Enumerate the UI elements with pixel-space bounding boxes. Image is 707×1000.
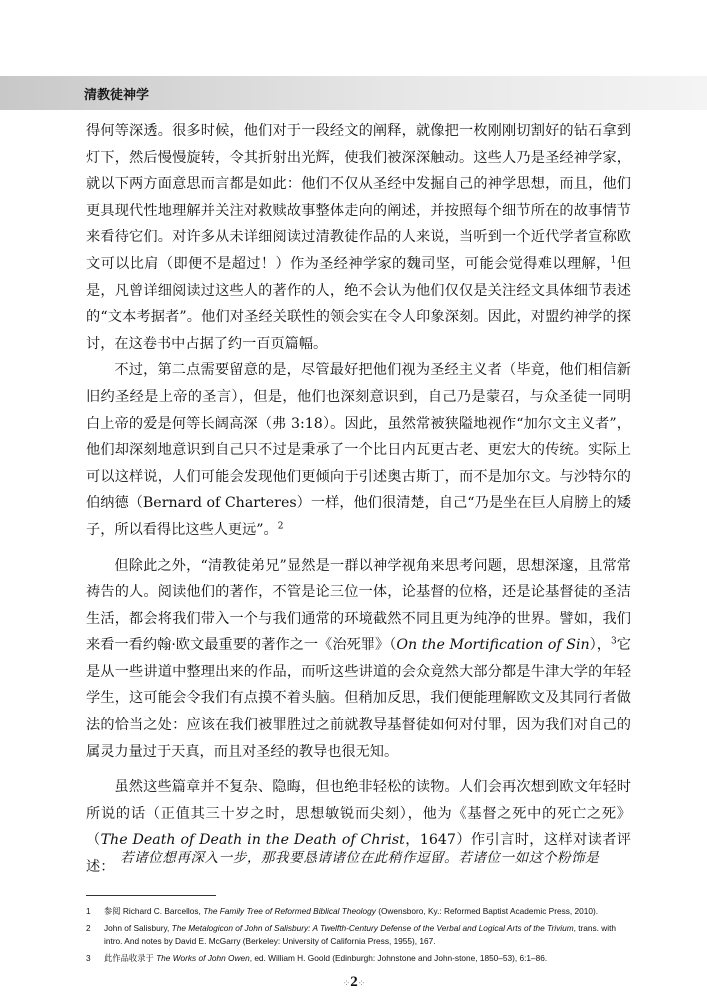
paragraph-3-text-c: 它是从一些讲道中整理出来的作品，而听这些讲道的会众竟然大部分都是牛津大学的年轻学生，这可能会令我们有点摸不着头脑。但稍加反思，我们便能理解欧文及其同行者做法的恰当之处：应该在我们被罪胜过之前就教导基督徒如何对付罪，因为我们对自己的属灵力量过于天真，而且对圣经的教导也很无知。	[86, 637, 631, 760]
paragraph-1-text-a: 得何等深透。很多时候，他们对于一段经文的阐释，就像把一枚刚刚切割好的钻石拿到灯下，然后慢慢旋转，令其折射出光辉，使我们被深深触动。这些人乃是圣经神学家，就以下两方面意思而言都是如此：他们不仅从圣经中发掘自己的神学思想，而且，他们更具现代性地理解并关注对救赎故事整体走向的阐述，并按照每个细节所在的故事情节来看待它们。对许多从未详细阅读过清教徒作品的人来说，当听到一个近代学者宣称欧文可以比肩（即便不是超过！）作为圣经神学家的魏司坚，可能会觉得难以理解，	[86, 123, 631, 272]
block-quote: 若诸位想再深入一步，那我要恳请诸位在此稍作逗留。若诸位一如这个粉饰是	[120, 850, 600, 866]
ornament-left-icon: ⁘	[342, 978, 351, 988]
footnote-2	[86, 922, 631, 949]
paragraph-1	[86, 118, 631, 357]
footnote-ref-3: 3	[611, 636, 617, 647]
main-body-text	[86, 118, 631, 881]
paragraph-3-text-b: ），	[589, 637, 612, 654]
book-title-mortification: On the Mortification of Sin	[396, 637, 590, 654]
footnote-1	[86, 905, 631, 919]
book-title-death-of-death: The Death of Death in the Death of Christ	[100, 832, 405, 849]
footnote-ref-1: 1	[610, 255, 617, 266]
footnote-text-pre: John of Salisbury,	[104, 922, 172, 933]
paragraph-4-text-a: 虽然这些篇章并不复杂、隐晦，但也绝非轻松的读物。人们会再次想到欧文年轻时所说的话（正值其三十岁之时，思想敏锐而尖刻），他为《基督之死中的死亡之死》（	[86, 779, 631, 849]
footnote-number: 1	[86, 906, 91, 916]
footnote-text	[104, 922, 631, 949]
footnote-text	[104, 952, 631, 966]
footnote-book-title: The Family Tree of Reformed Biblical Theology	[203, 906, 376, 916]
footnote-text-post: , trans. with intro. And notes by David E. McGarry (Berkeley: University of California Press, 1955), 167.	[104, 922, 617, 946]
paragraph-3-text-a: 但除此之外，“清教徒弟兄”显然是一群以神学视角来思考问题，思想深邃，且常常祷告的人。阅读他们的著作，不管是论三位一体，论基督的位格，还是论基督徒的圣洁生活，都会将我们带入一个与我们通常的环境截然不同且更为纯净的世界。譬如，我们来看一看约翰·欧文最重要的著作之一《治死罪》（	[86, 557, 631, 654]
footnote-book-title: The Works of John Owen	[156, 952, 250, 963]
footnote-number: 3	[86, 952, 91, 963]
footnote-ref-2: 2	[277, 521, 284, 532]
footnote-3	[86, 952, 631, 966]
page-number-value: 2	[350, 974, 358, 990]
paragraph-2-text: 不过，第二点需要留意的是，尽管最好把他们视为圣经主义者（毕竟，他们相信新旧约圣经是上帝的圣言），但是，他们也深刻意识到，自己乃是蒙召，与众圣徒一同明白上帝的爱是何等长阔高深（弗 3:18）。因此，虽然常被狭隘地视作“加尔文主义者”，他们却深刻地意识到自己只不过是秉承了一个比日内瓦更古老、更宏大的传统。实际上可以这样说，人们可能会发现他们更倾向于引述奥古斯丁，而不是加尔文。与沙特尔的伯纳德（Bernard of Charteres）一样，他们很清楚，自己“乃是坐在巨人肩膀上的矮子，所以看得比这些人更远”。	[86, 362, 631, 538]
page-number	[336, 974, 372, 991]
footnote-book-title: The Metalogicon of John of Salisbury: A Twelfth-Century Defense of the Verbal and Logical Arts of the Trivium	[171, 922, 574, 933]
footnotes	[86, 905, 631, 968]
paragraph-2	[86, 357, 631, 543]
footnote-text	[104, 905, 631, 919]
footnote-text-post: , ed. William H. Goold (Edinburgh: Johnstone and John-stone, 1850–53), 6:1–86.	[249, 952, 548, 963]
footnote-text-pre: 此作品收录于	[104, 952, 157, 963]
footnote-number: 2	[86, 922, 91, 933]
footnote-text-pre: 参阅 Richard C. Barcellos,	[104, 906, 204, 916]
paragraph-1-text-b: 但是，凡曾详细阅读过这些人的著作的人，绝不会认为他们仅仅是关注经文具体细节表述的“文本考据者”。他们对圣经关联性的领会实在令人印象深刻。因此，对盟约神学的探讨，在这卷书中占据了约一百页篇幅。	[86, 255, 631, 352]
footnote-divider	[86, 895, 216, 896]
running-header-title: 清教徒神学	[84, 88, 150, 103]
footnote-text-post: (Owensboro, Ky.: Reformed Baptist Academic Press, 2010).	[375, 906, 599, 916]
paragraph-4-text-b: ，1647）作引言时，这样对读者评述：	[86, 832, 631, 876]
ornament-right-icon: ⁘	[357, 978, 366, 988]
paragraph-3	[86, 553, 631, 766]
